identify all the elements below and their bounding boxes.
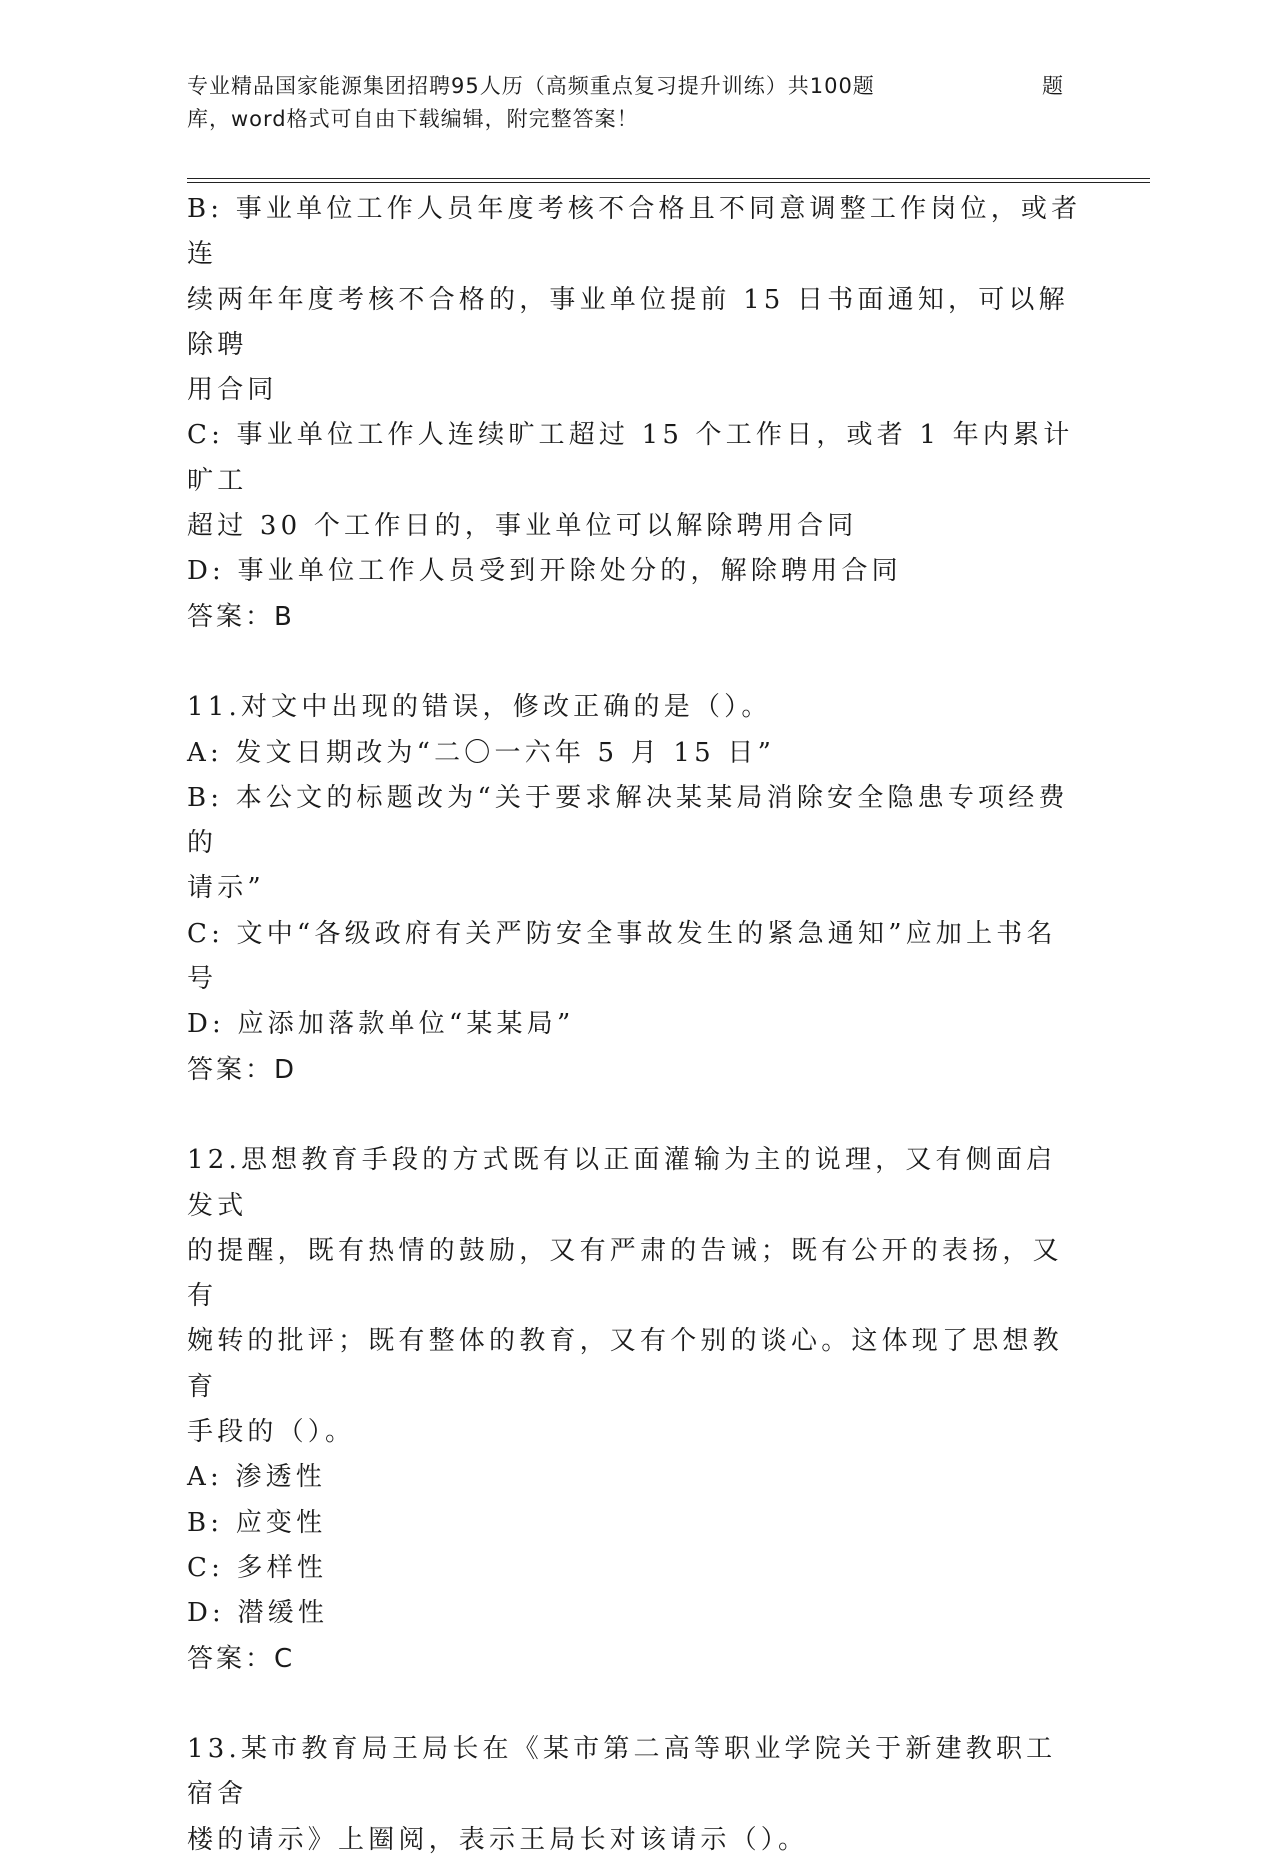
q10-option-b-line-3: 用合同 bbox=[187, 375, 278, 406]
document-body bbox=[187, 187, 1082, 1863]
q11-option-b-line-2: 请示” bbox=[187, 873, 265, 904]
q11-stem: 11.对文中出现的错误，修改正确的是（）。 bbox=[187, 692, 772, 723]
q10-option-b-line-2: 续两年年度考核不合格的，事业单位提前 15 日书面通知，可以解除聘 bbox=[187, 284, 1069, 360]
q11-answer: 答案：D bbox=[187, 1054, 298, 1085]
q11-option-a: A: 发文日期改为“二〇一六年 5 月 15 日” bbox=[187, 737, 776, 768]
header-rule-thick bbox=[187, 178, 1150, 179]
q10-option-c-line-1: C: 事业单位工作人连续旷工超过 15 个工作日，或者 1 年内累计旷工 bbox=[187, 420, 1074, 496]
q12-option-b: B: 应变性 bbox=[187, 1507, 327, 1538]
q12-option-c: C: 多样性 bbox=[187, 1552, 328, 1583]
q12-option-d: D: 潜缓性 bbox=[187, 1598, 329, 1629]
q12-answer: 答案：C bbox=[187, 1643, 296, 1674]
q12-option-a: A: 渗透性 bbox=[187, 1462, 327, 1493]
q11-option-c: C: 文中“各级政府有关严防安全事故发生的紧急通知”应加上书名号 bbox=[187, 918, 1057, 995]
q12-stem-line-1: 12.思想教育手段的方式既有以正面灌输为主的说理，又有侧面启发式 bbox=[187, 1145, 1057, 1221]
q12-stem-line-3: 婉转的批评；既有整体的教育，又有个别的谈心。这体现了思想教育 bbox=[187, 1326, 1063, 1402]
q10-option-b-line-1: B: 事业单位工作人员年度考核不合格且不同意调整工作岗位，或者连 bbox=[187, 194, 1082, 270]
q11-option-b-line-1: B: 本公文的标题改为“关于要求解决某某局消除安全隐患专项经费的 bbox=[187, 782, 1069, 859]
q10-option-c-line-2: 超过 30 个工作日的，事业单位可以解除聘用合同 bbox=[187, 511, 858, 542]
page-header bbox=[187, 70, 1067, 136]
header-line-1-right: 题 bbox=[1042, 74, 1064, 98]
header-rule-thin bbox=[187, 182, 1150, 183]
q12-stem-line-2: 的提醒，既有热情的鼓励，又有严肃的告诫；既有公开的表扬，又有 bbox=[187, 1235, 1063, 1312]
q13-stem-line-1: 13.某市教育局王局长在《某市第二高等职业学院关于新建教职工宿舍 bbox=[187, 1734, 1057, 1810]
q10-answer: 答案：B bbox=[187, 601, 295, 632]
q12-stem-line-4: 手段的（）。 bbox=[187, 1417, 356, 1448]
q10-option-d: D: 事业单位工作人员受到开除处分的，解除聘用合同 bbox=[187, 556, 902, 587]
q13-stem-line-2: 楼的请示》上圈阅，表示王局长对该请示（）。 bbox=[187, 1824, 809, 1855]
header-line-2: 库，word格式可自由下载编辑，附完整答案！ bbox=[187, 107, 639, 131]
q11-option-d: D: 应添加落款单位“某某局” bbox=[187, 1009, 575, 1040]
header-line-1: 专业精品国家能源集团招聘95人历（高频重点复习提升训练）共100题 bbox=[187, 74, 875, 98]
